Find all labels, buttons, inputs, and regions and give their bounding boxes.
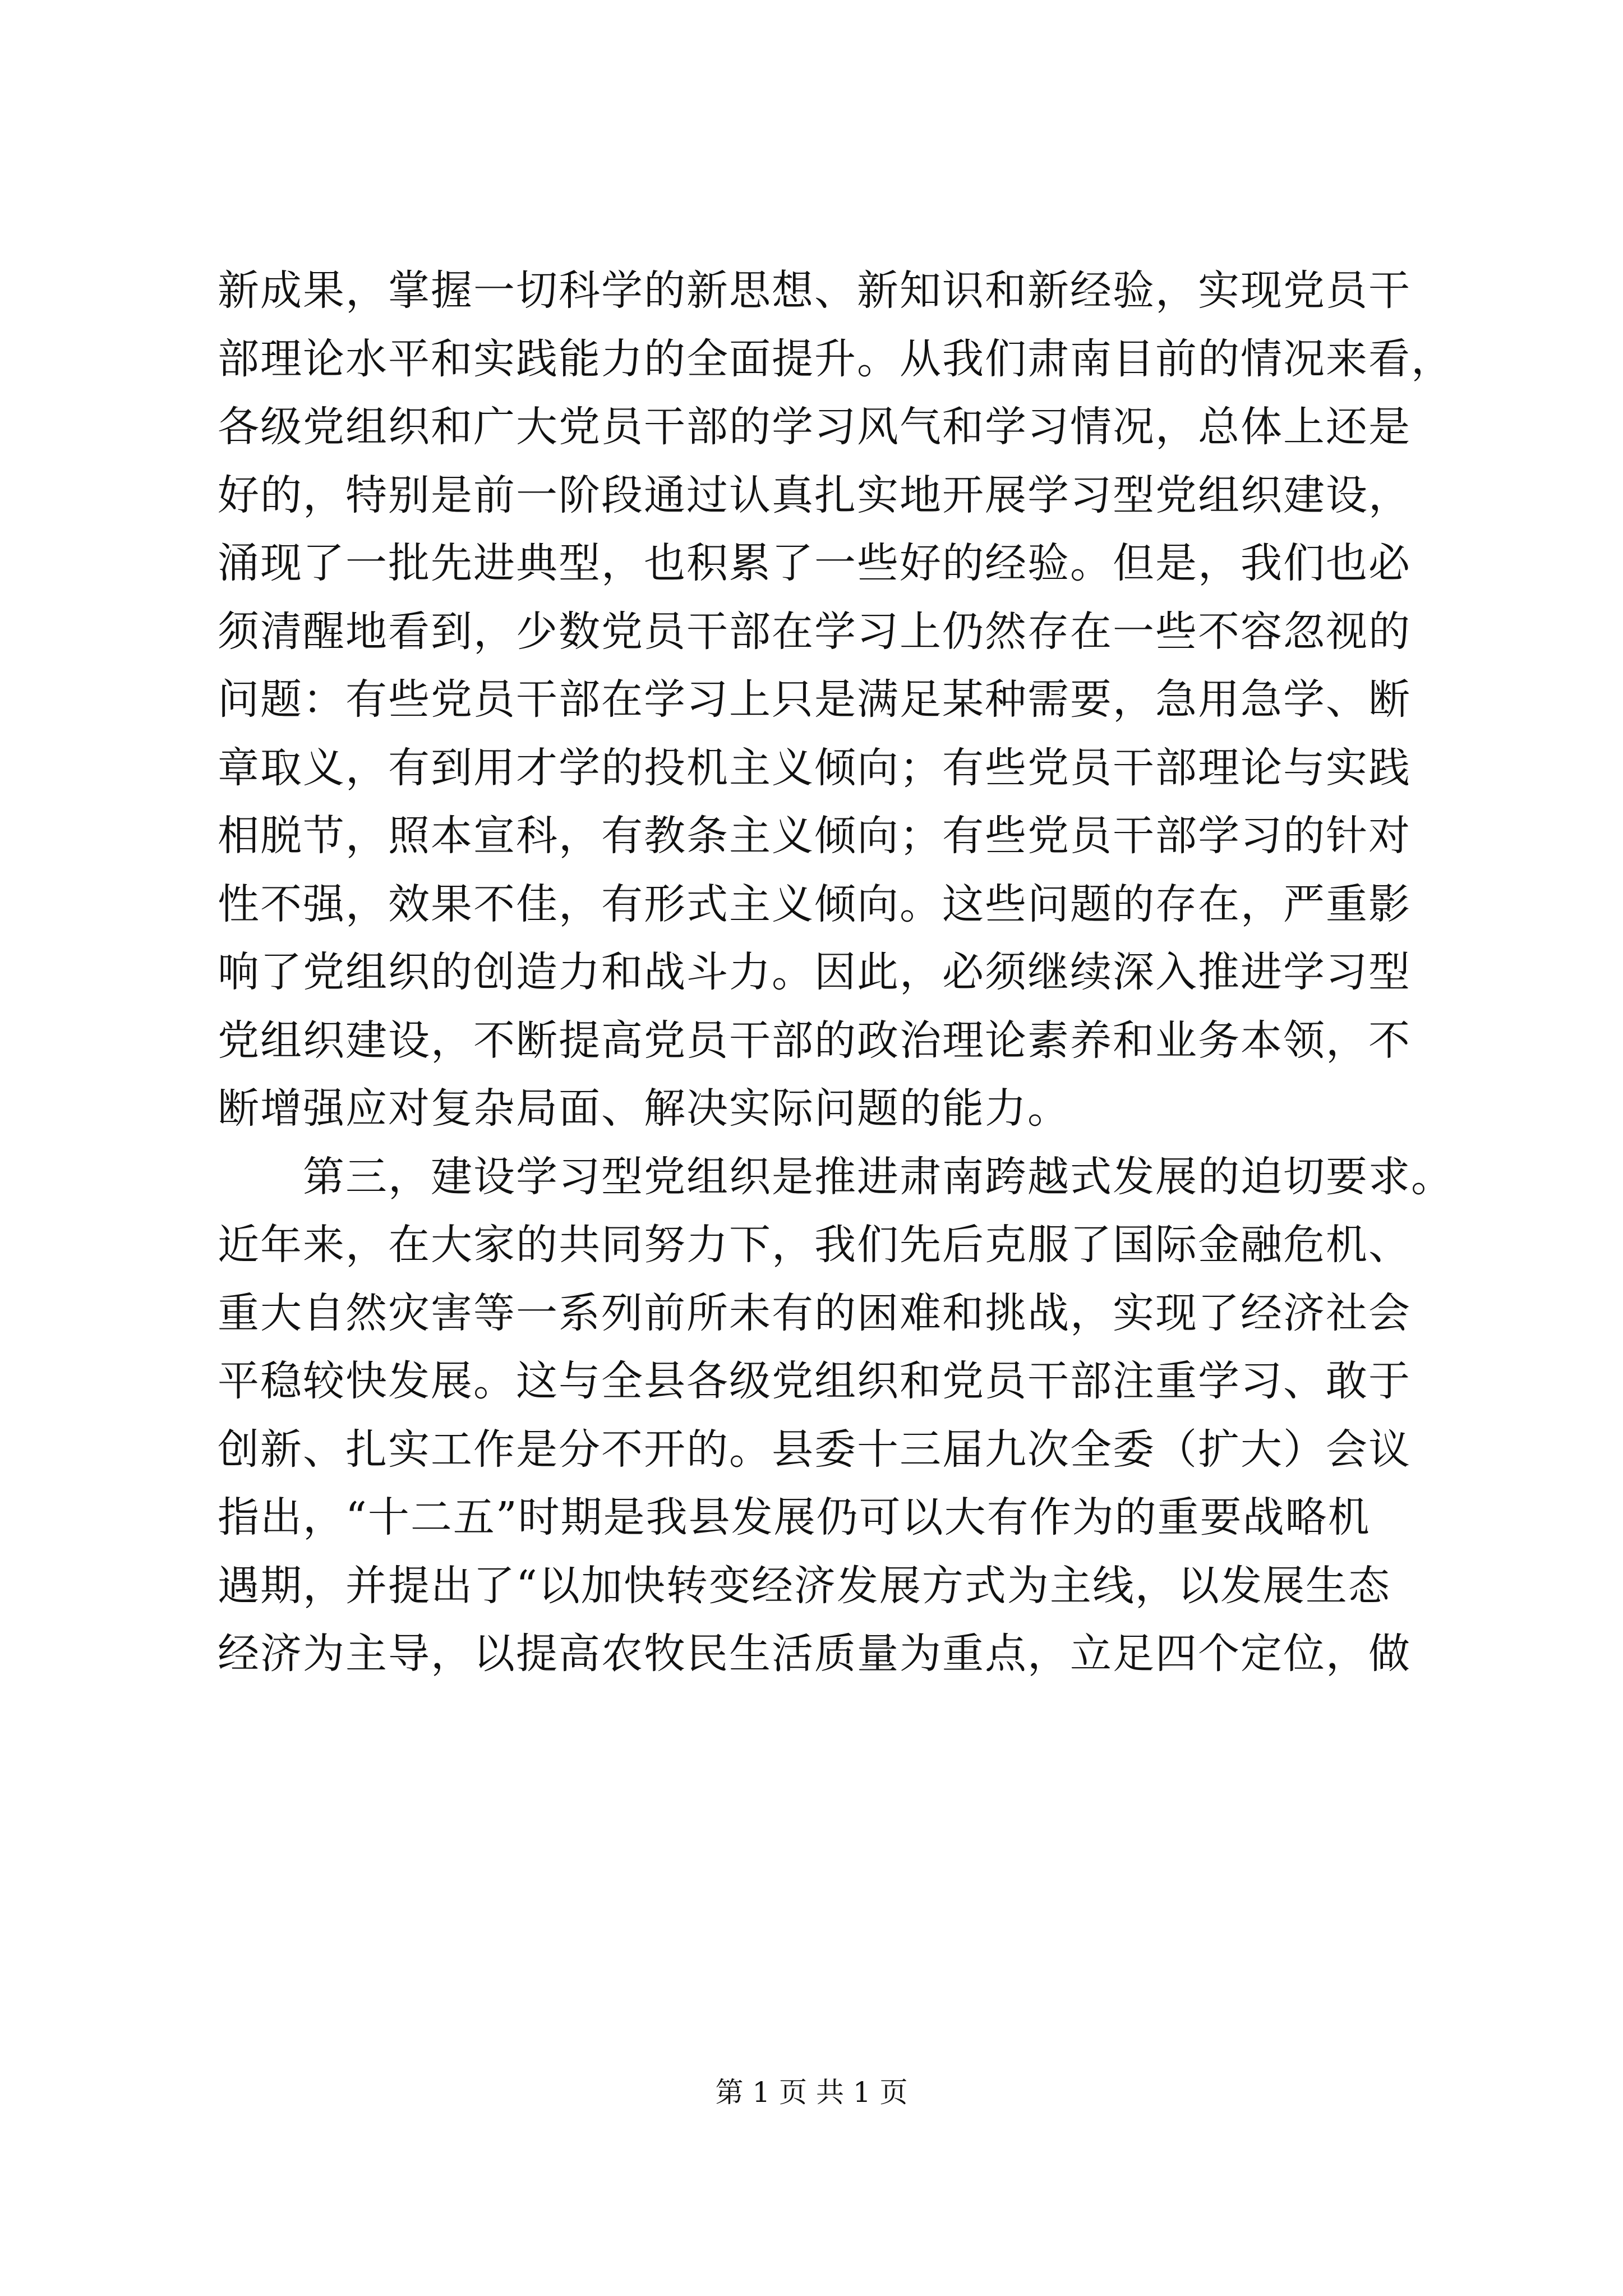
text-line: 重大自然灾害等一系列前所未有的困难和挑战，实现了经济社会 [218,1289,1411,1337]
text-line: 响了党组织的创造力和战斗力。因此，必须继续深入推进学习型 [218,948,1411,996]
text-line: 部理论水平和实践能力的全面提升。从我们肃南目前的情况来看， [218,334,1454,383]
text-line: 章取义，有到用才学的投机主义倾向；有些党员干部理论与实践 [218,743,1411,792]
text-line: 好的，特别是前一阶段通过认真扎实地开展学习型党组织建设， [218,471,1411,519]
text-line: 须清醒地看到，少数党员干部在学习上仍然存在一些不容忽视的 [218,607,1411,656]
text-line: 相脱节，照本宣科，有教条主义倾向；有些党员干部学习的针对 [218,812,1411,860]
text-line: 问题：有些党员干部在学习上只是满足某种需要，急用急学、断 [218,675,1411,724]
paragraph-start-line: 第三，建设学习型党组织是推进肃南跨越式发展的迫切要求。 [303,1152,1454,1201]
text-line: 性不强，效果不佳，有形式主义倾向。这些问题的存在，严重影 [218,880,1411,928]
text-line: 党组织建设，不断提高党员干部的政治理论素养和业务本领，不 [218,1016,1411,1065]
text-line: 新成果，掌握一切科学的新思想、新知识和新经验，实现党员干 [218,266,1411,315]
text-line: 各级党组织和广大党员干部的学习风气和学习情况，总体上还是 [218,403,1411,451]
text-line: 经济为主导，以提高农牧民生活质量为重点，立足四个定位，做 [218,1630,1411,1678]
text-line: 涌现了一批先进典型，也积累了一些好的经验。但是，我们也必 [218,539,1411,587]
text-line: 创新、扎实工作是分不开的。县委十三届九次全委（扩大）会议 [218,1425,1411,1474]
text-line: 指出，“十二五”时期是我县发展仍可以大有作为的重要战略机 [218,1493,1371,1542]
text-line: 断增强应对复杂局面、解决实际问题的能力。 [218,1084,1070,1133]
text-line: 遇期，并提出了“以加快转变经济发展方式为主线，以发展生态 [218,1561,1391,1610]
text-line: 平稳较快发展。这与全县各级党组织和党员干部注重学习、敢于 [218,1357,1411,1405]
text-line: 近年来，在大家的共同努力下，我们先后克服了国际金融危机、 [218,1221,1411,1269]
body-text [218,257,1454,1688]
page-footer: 第 1 页 共 1 页 [715,2076,908,2109]
